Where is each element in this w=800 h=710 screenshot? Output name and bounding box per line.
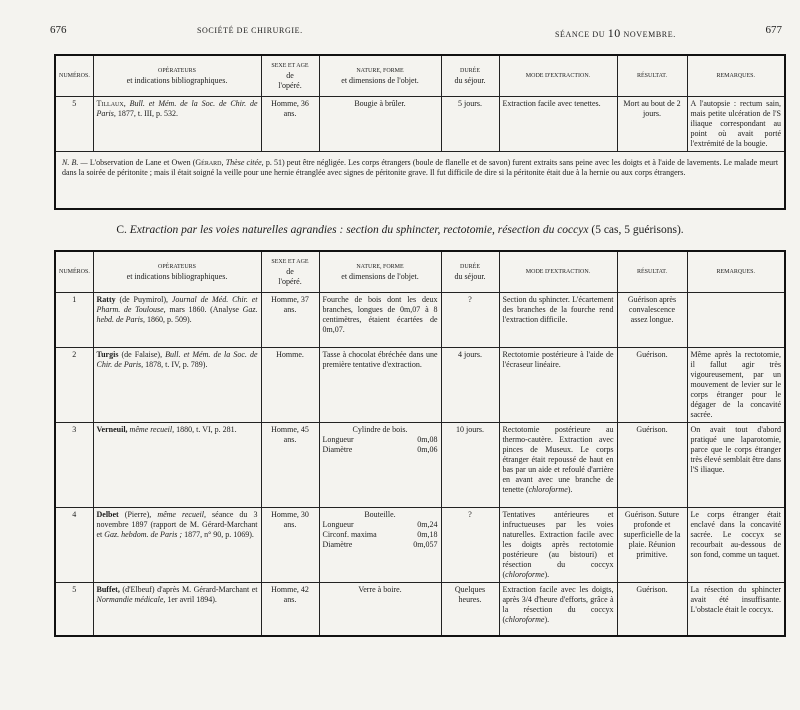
header-nature: NATURE, FORME et dimensions de l'objet. bbox=[319, 251, 441, 293]
cell-mode: Extraction facile avec les doigts, après 3/4 d'heure d'efforts, grâce à la résection du coccyx (chloroforme). bbox=[499, 583, 617, 637]
table-row bbox=[55, 583, 785, 637]
table-row bbox=[55, 348, 785, 423]
cell-num: 4 bbox=[55, 508, 93, 583]
table-foreign-bodies-part-c bbox=[54, 250, 786, 637]
cell-sexe: Homme, 45 ans. bbox=[261, 423, 319, 508]
cell-operateur: Turgis (de Falaise), Bull. et Mém. de la Soc. de Chir. de Paris, 1878, t. IV, p. 789). bbox=[93, 348, 261, 423]
table-row bbox=[55, 97, 785, 152]
cell-mode: Tentatives antérieures et infructueuses par les voies naturelles. Extraction facile avec les doigts après rectotomie postérieure (au bistouri) et résection du coccyx (chloroforme). bbox=[499, 508, 617, 583]
left-header: SOCIÉTÉ DE CHIRURGIE. bbox=[197, 26, 303, 35]
cell-resultat: Mort au bout de 2 jours. bbox=[617, 97, 687, 152]
cell-remarques bbox=[687, 293, 785, 348]
cell-resultat: Guérison. bbox=[617, 348, 687, 423]
cell-operateur: Buffet, (d'Elbeuf) d'après M. Gérard-Marchant et Normandie médicale, 1er avril 1894). bbox=[93, 583, 261, 637]
header-operateurs: OPÉRATEURS et indications bibliographiques. bbox=[93, 55, 261, 97]
cell-operateur: Tillaux, Bull. et Mém. de la Soc. de Chir. de Paris, 1877, t. III, p. 532. bbox=[93, 97, 261, 152]
cell-remarques: Même après la rectotomie, il fallut agir très vigoureusement, par un mouvement de levier sur le corps étranger pour le dégager de la concavité sacrée. bbox=[687, 348, 785, 423]
cell-mode: Extraction facile avec tenettes. bbox=[499, 97, 617, 152]
dimension-line: Circonf. maxima 0m,18 bbox=[322, 530, 438, 539]
header-numeros: NUMÉROS. bbox=[55, 251, 93, 293]
cell-nature: Verre à boire. bbox=[319, 583, 441, 637]
cell-sexe: Homme, 42 ans. bbox=[261, 583, 319, 637]
cell-num: 3 bbox=[55, 423, 93, 508]
cell-num: 5 bbox=[55, 583, 93, 637]
cell-nature: Tasse à chocolat ébréchée dans une première tentative d'extraction. bbox=[319, 348, 441, 423]
running-head bbox=[0, 24, 800, 40]
cell-operateur: Ratty (de Puymirol), Journal de Méd. Chir. et Pharm. de Toulouse, mars 1860. (Analyse Gaz. hebd. de Paris, 1860, p. 509). bbox=[93, 293, 261, 348]
table-header-row bbox=[55, 251, 785, 293]
table-row bbox=[55, 508, 785, 583]
right-header: SÉANCE DU 10 NOVEMBRE. bbox=[555, 26, 676, 40]
cell-nature: Fourche de bois dont les deux branches, longues de 0m,07 à 8 centimètres, étaient écartées de 0m,07. bbox=[319, 293, 441, 348]
cell-operateur: Verneuil, même recueil, 1880, t. VI, p. 281. bbox=[93, 423, 261, 508]
cell-num: 2 bbox=[55, 348, 93, 423]
cell-num: 1 bbox=[55, 293, 93, 348]
cell-duree: ? bbox=[441, 508, 499, 583]
dimensions-list bbox=[323, 435, 438, 455]
cell-mode: Rectotomie postérieure à l'aide de l'écraseur linéaire. bbox=[499, 348, 617, 423]
cell-operateur: Delbet (Pierre), même recueil, séance du 3 novembre 1897 (rapport de M. Gérard-Marchant et Gaz. hebdom. de Paris ; 1877, n° 90, p. 1069). bbox=[93, 508, 261, 583]
cell-resultat: Guérison. Suture profonde et superficielle de la plaie. Réunion primitive. bbox=[617, 508, 687, 583]
cell-duree: 10 jours. bbox=[441, 423, 499, 508]
note-text: N. B. — L'observation de Lane et Owen (Gérard, Thèse citée, p. 51) peut être négligée. Les corps étrangers (boule de flanelle et de savon) furent extraits sans peine avec les doigts et à l'aide de lavements. Le malade meurt dans la soirée de péritonite ; mais il était soigné la veille pour une hernie étranglée avec signes de péritonite grave. Il fut difficile de dire si la péritonite était due à la hernie ou aux corps étrangers. bbox=[55, 152, 785, 210]
cell-num: 5 bbox=[55, 97, 93, 152]
header-nature: NATURE, FORME et dimensions de l'objet. bbox=[319, 55, 441, 97]
header-duree: DURÉE du séjour. bbox=[441, 251, 499, 293]
cell-sexe: Homme, 30 ans. bbox=[261, 508, 319, 583]
cell-remarques: On avait tout d'abord pratiqué une laparotomie, parce que le corps étranger très élevé semblait être dans l'S iliaque. bbox=[687, 423, 785, 508]
cell-sexe: Homme, 37 ans. bbox=[261, 293, 319, 348]
table-header-row bbox=[55, 55, 785, 97]
cell-nature: Bouteille. Longueur 0m,24 Circonf. maxima 0m,18 Diamètre 0m,057 bbox=[319, 508, 441, 583]
right-page-number: 677 bbox=[765, 24, 782, 36]
table-row bbox=[55, 423, 785, 508]
cell-sexe: Homme, 36 ans. bbox=[261, 97, 319, 152]
cell-remarques: A l'autopsie : rectum sain, mais petite ulcération de l'S iliaque correspondant au point où avait porté l'extrémité de la bougie. bbox=[687, 97, 785, 152]
cell-duree: ? bbox=[441, 293, 499, 348]
cell-resultat: Guérison après convalescence assez longue. bbox=[617, 293, 687, 348]
dimension-line: Diamètre 0m,06 bbox=[322, 445, 438, 454]
header-remarques: REMARQUES. bbox=[687, 55, 785, 97]
cell-mode: Section du sphincter. L'écartement des branches de la fourche rend l'extraction difficile. bbox=[499, 293, 617, 348]
cell-duree: Quelques heures. bbox=[441, 583, 499, 637]
cell-remarques: La résection du sphincter avait été insuffisante. L'obstacle était le coccyx. bbox=[687, 583, 785, 637]
left-page-number: 676 bbox=[50, 24, 67, 36]
table-note-row bbox=[55, 152, 785, 210]
cell-nature: Cylindre de bois. Longueur 0m,08 Diamètre 0m,06 bbox=[319, 423, 441, 508]
cell-resultat: Guérison. bbox=[617, 583, 687, 637]
dimensions-list bbox=[323, 520, 438, 550]
dimension-line: Longueur 0m,08 bbox=[322, 435, 438, 444]
dimension-line: Longueur 0m,24 bbox=[322, 520, 438, 529]
cell-resultat: Guérison. bbox=[617, 423, 687, 508]
header-duree: DURÉE du séjour. bbox=[441, 55, 499, 97]
header-sexe: SEXE ET AGE de l'opéré. bbox=[261, 251, 319, 293]
header-resultat: RÉSULTAT. bbox=[617, 55, 687, 97]
dimension-line: Diamètre 0m,057 bbox=[322, 540, 438, 549]
header-mode: MODE D'EXTRACTION. bbox=[499, 55, 617, 97]
header-numeros: NUMÉROS. bbox=[55, 55, 93, 97]
table-row bbox=[55, 293, 785, 348]
header-sexe: SEXE ET AGE de l'opéré. bbox=[261, 55, 319, 97]
cell-mode: Rectotomie postérieure au thermo-cautère. Extraction avec pinces de Museux. Le corps étranger était repoussé de haut en bas par un aide et refoulé d'arrière en avant avec une branche de tenette (chloroforme). bbox=[499, 423, 617, 508]
cell-remarques: Le corps étranger était enclavé dans la concavité sacrée. Le coccyx se recourbait au-dessous de son fond, comme un taquet. bbox=[687, 508, 785, 583]
header-resultat: RÉSULTAT. bbox=[617, 251, 687, 293]
header-remarques: REMARQUES. bbox=[687, 251, 785, 293]
cell-duree: 4 jours. bbox=[441, 348, 499, 423]
table-foreign-bodies-part-b bbox=[54, 54, 786, 210]
cell-sexe: Homme. bbox=[261, 348, 319, 423]
cell-duree: 5 jours. bbox=[441, 97, 499, 152]
cell-nature: Bougie à brûler. bbox=[319, 97, 441, 152]
section-title: C. Extraction par les voies naturelles agrandies : section du sphincter, rectotomie, résection du coccyx (5 cas, 5 guérisons). bbox=[116, 224, 684, 236]
header-operateurs: OPÉRATEURS et indications bibliographiques. bbox=[93, 251, 261, 293]
header-mode: MODE D'EXTRACTION. bbox=[499, 251, 617, 293]
